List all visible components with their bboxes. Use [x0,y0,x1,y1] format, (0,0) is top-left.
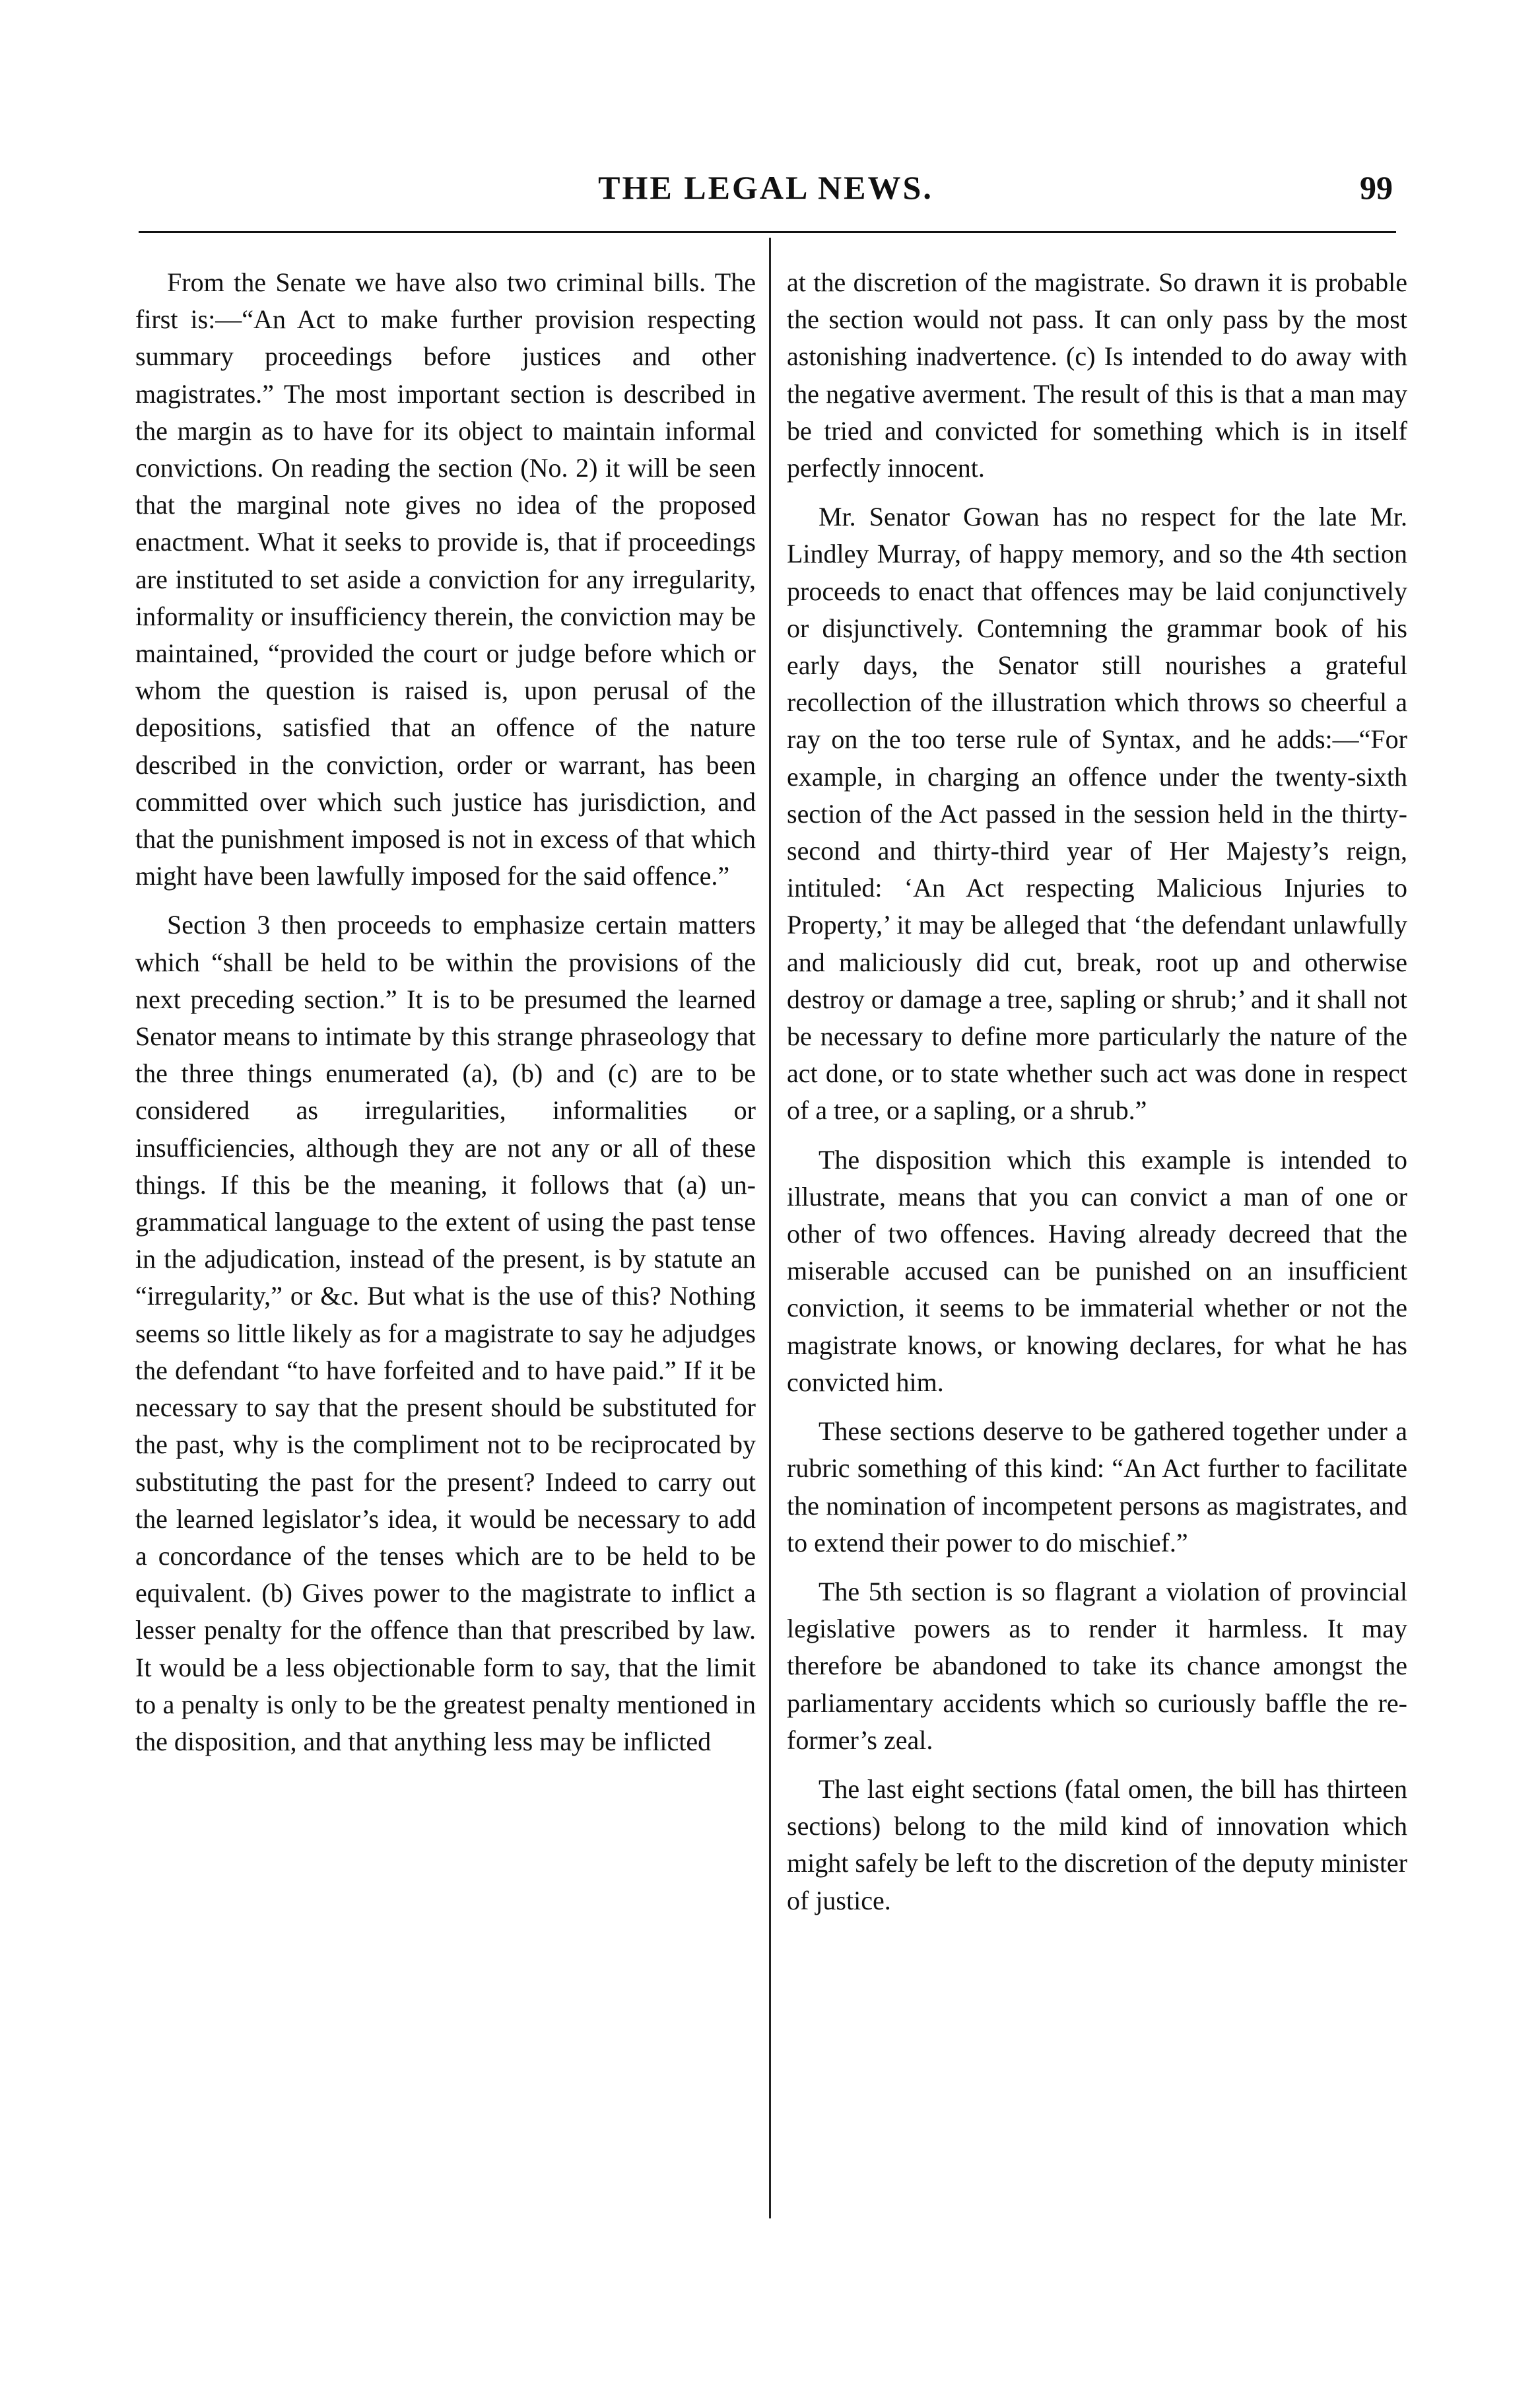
journal-title: THE LEGAL NEWS. [598,169,933,206]
paragraph: The disposition which this example is intended to illustrate, means that you can convict a man of one or other of two offences. Having already decreed that the miserable accused can be punished on an insufficient conviction, it seems to be immaterial whether or not the magistrate knows, or knowing declares, for what he has convicted him. [787,1144,1407,1397]
right-column [787,264,1407,1919]
paragraph: Section 3 then proceeds to emphasize certain matters which “shall be held to be within the provisions of the next preceding section.” It is to be presumed the learned Senator means to intimate by this strange phraseology that the three things enumerated (a), (b) and (c) are to be considered as irregularities, informalities or insufficiencies, although they are not any or all of these things. If this be the meaning, it follows that (a) ungrammatical language to the extent of using the past tense in the adjudication, instead of the present, is by statute an “irregularity,” or &c. But what is the use of this? Nothing seems so little likely as for a magistrate to say he adjudges the defendant “to have forfeited and to have paid.” If it be necessary to say that the present should be substituted for the past, why is the compliment not to be reciprocated by substituting the past for the present? Indeed to carry out the learned legislator’s idea, it would be necessary to add a concordance of the tenses which are to be held to be equivalent. (b) Gives power to the magistrate to inflict a lesser penalty for the offence than that prescribed by law. It would be a less objectionable form to say, that the limit to a penalty is only to be the greatest penalty mentioned in the disposition, and that anything less may be inflicted [135,910,756,1756]
paragraph: These sections deserve to be gathered together under a rubric something of this kind: “An Act further to facilitate the nomination of incompetent persons as magistrates, and to extend their power to do mischief.” [787,1416,1407,1558]
header-rule [139,231,1396,233]
paragraph: The last eight sections (fatal omen, the bill has thirteen sections) belong to the mild kind of innovation which might safely be left to the discretion of the deputy minister of justice. [787,1773,1407,1915]
paragraph: The 5th section is so flagrant a violation of provincial legislative powers as to render it harmless. It may therefore be abandoned to take its chance amongst the parliamentary accidents which so curiously baffle the reformer’s zeal. [787,1576,1407,1755]
paragraph: From the Senate we have also two criminal bills. The first is:—“An Act to make further provision respecting summary proceedings before justices and other magistrates.” The most important section is described in the margin as to have for its object to maintain informal convictions. On reading the section (No. 2) it will be seen that the marginal note gives no idea of the proposed enactment. What it seeks to provide is, that if proceedings are instituted to set aside a conviction for any irregularity, informality or insufficiency therein, the conviction may be maintained, “provided the court or judge before which or whom the question is raised is, upon perusal of the depositions, satisfied that an offence of the nature described in the conviction, order or warrant, has been committed over which such justice has jurisdiction, and that the punishment imposed is not in excess of that which might have been lawfully imposed for the said offence.” [135,267,756,891]
running-header [139,168,1393,215]
left-column [135,264,756,1760]
column-divider [769,238,771,2218]
page-number: 99 [1360,169,1393,206]
paragraph-continued: at the discretion of the magistrate. So drawn it is probable the section would not pass. It can only pass by the most astonishing inadvertence. (c) Is intended to do away with the negative averment. The result of this is that a man may be tried and convicted for something which is in itself perfectly innocent. [787,267,1407,483]
paragraph: Mr. Senator Gowan has no respect for the late Mr. Lindley Murray, of happy memory, and so the 4th section proceeds to enact that offences may be laid conjunctively or disjunctively. Contemning the grammar book of his early days, the Senator still nourishes a grateful recollection of the illustration which throws so cheerful a ray on the too terse rule of Syntax, and he adds:—“For example, in charging an offence under the twenty-sixth section of the Act passed in the session held in the thirty-second and thirty-third year of Her Majesty’s reign, intituled: ‘An Act respecting Malicious Injuries to Property,’ it may be alleged that ‘the defendant unlawfully and maliciously did cut, break, root up and otherwise destroy or damage a tree, sapling or shrub;’ and it shall not be necessary to define more particularly the nature of the act done, or to state whether such act was done in respect of a tree, or a sapling, or a shrub.” [787,502,1407,1126]
